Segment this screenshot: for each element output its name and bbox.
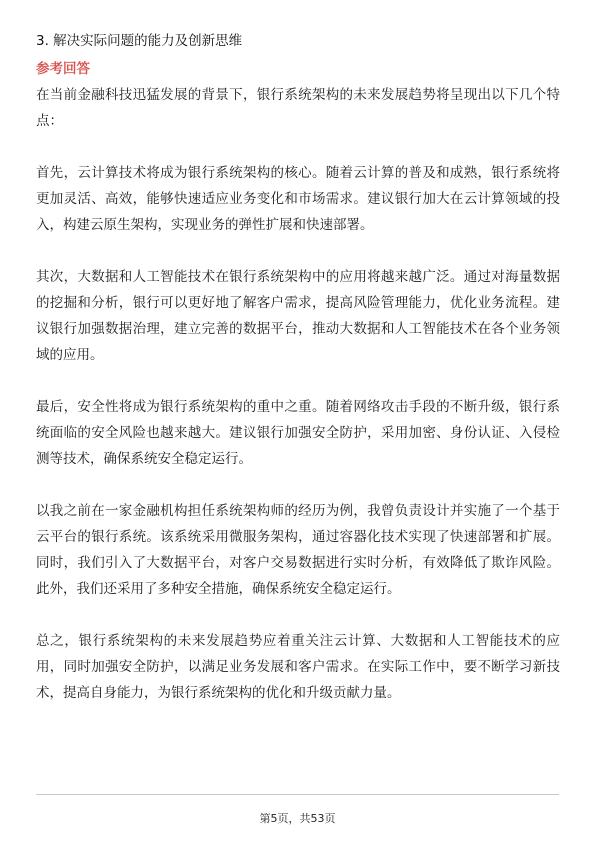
- footer-divider: [36, 794, 559, 795]
- paragraph-security: 最后，安全性将成为银行系统架构的重中之重。随着网络攻击手段的不断升级，银行系统面临的安全风险也越来越大。建议银行加强安全防护，采用加密、身份认证、入侵检测等技术，确保系统安全稳定运行。: [36, 399, 560, 467]
- paragraph-cloud-computing: 首先，云计算技术将成为银行系统架构的核心。随着云计算的普及和成熟，银行系统将更加灵活、高效，能够快速适应业务变化和市场需求。建议银行加大在云计算领域的投入，构建云原生架构，实现业务的弹性扩展和快速部署。: [36, 165, 560, 233]
- paragraph-experience: 以我之前在一家金融机构担任系统架构师的经历为例，我曾负责设计并实施了一个基于云平台的银行系统。该系统采用微服务架构，通过容器化技术实现了快速部署和扩展。同时，我们引入了大数据平台，对客户交易数据进行实时分析，有效降低了欺诈风险。此外，我们还采用了多种安全措施，确保系统安全稳定运行。: [36, 503, 560, 597]
- paragraph-conclusion: 总之，银行系统架构的未来发展趋势应着重关注云计算、大数据和人工智能技术的应用，同时加强安全防护，以满足业务发展和客户需求。在实际工作中，要不断学习新技术，提高自身能力，为银行系统架构的优化和升级贡献力量。: [36, 633, 560, 701]
- paragraph-big-data-ai: 其次，大数据和人工智能技术在银行系统架构中的应用将越来越广泛。通过对海量数据的挖掘和分析，银行可以更好地了解客户需求，提高风险管理能力，优化业务流程。建议银行加强数据治理，建立完善的数据平台，推动大数据和人工智能技术在各个业务领域的应用。: [36, 269, 560, 363]
- paragraph-intro: 在当前金融科技迅猛发展的背景下，银行系统架构的未来发展趋势将呈现出以下几个特点：: [36, 87, 560, 129]
- page-content: [36, 30, 560, 706]
- answer-body: [36, 82, 560, 706]
- section-heading: 3. 解决实际问题的能力及创新思维: [36, 33, 243, 49]
- answer-label: 参考回答: [36, 61, 90, 77]
- page-number: 第5页，共53页: [259, 812, 336, 825]
